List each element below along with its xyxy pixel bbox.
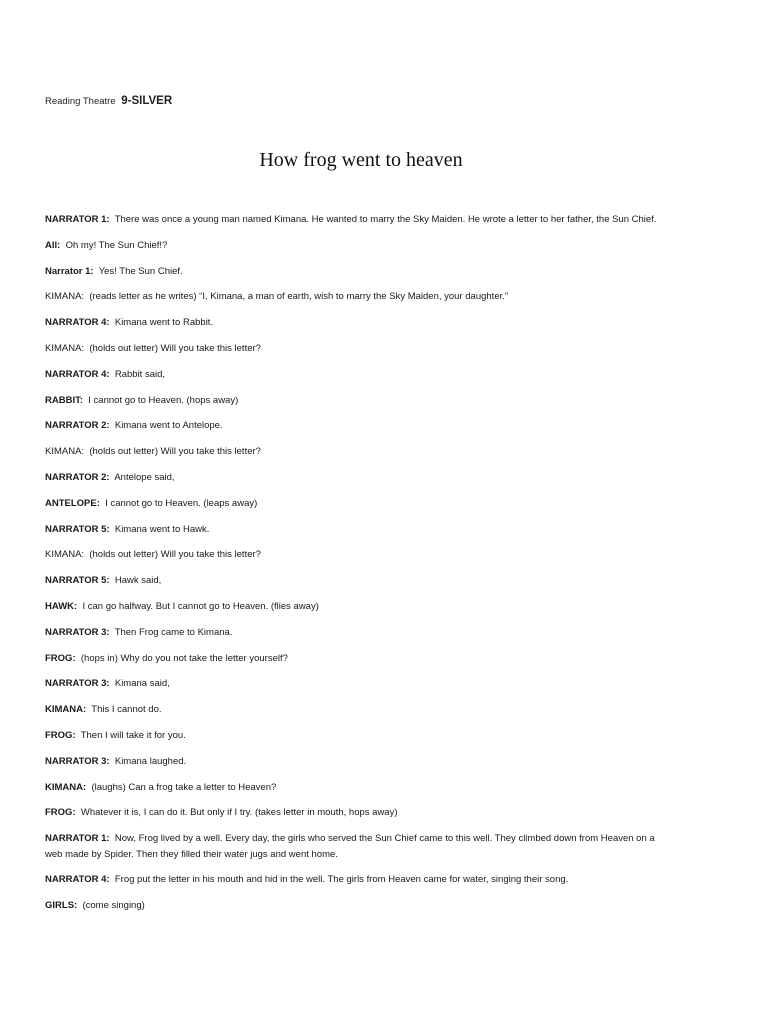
- speaker-label: ANTELOPE:: [45, 497, 100, 509]
- speaker-label: FROG:: [45, 729, 76, 741]
- script-line: [45, 728, 670, 744]
- dialogue-text: I can go halfway. But I cannot go to Heaven. (flies away): [82, 600, 319, 612]
- script-line: [45, 522, 670, 538]
- dialogue-text: (laughs) Can a frog take a letter to Heaven?: [91, 781, 277, 793]
- dialogue-text: Kimana went to Hawk.: [114, 523, 210, 535]
- dialogue-text: (hops in) Why do you not take the letter yourself?: [80, 652, 288, 664]
- script-line: [45, 898, 670, 914]
- document-header: [45, 95, 172, 107]
- dialogue-text: Kimana went to Rabbit.: [114, 317, 214, 329]
- dialogue-text: Then Frog came to Kimana.: [114, 626, 233, 638]
- speaker-label: FROG:: [45, 807, 76, 819]
- speaker-label: KIMANA:: [45, 342, 85, 354]
- speaker-label: NARRATOR 4:: [45, 874, 110, 886]
- dialogue-text: There was once a young man named Kimana. He wanted to marry the Sky Maiden. He wrote a letter to her father, the Sun Chief.: [114, 214, 657, 225]
- speaker-label: HAWK:: [45, 600, 78, 612]
- dialogue-text: This I cannot do.: [91, 704, 162, 716]
- script-line: [45, 547, 670, 563]
- script-line: [45, 444, 670, 460]
- dialogue-text: (holds out letter) Will you take this letter?: [89, 342, 261, 354]
- script-line: [45, 393, 670, 409]
- dialogue-text: Hawk said,: [114, 575, 162, 587]
- speaker-label: NARRATOR 4:: [45, 317, 110, 329]
- script-line: [45, 651, 670, 667]
- speaker-label: RABBIT:: [45, 394, 83, 406]
- speaker-label: NARRATOR 1:: [45, 833, 110, 845]
- speaker-label: FROG:: [45, 652, 76, 664]
- script-line: [45, 470, 670, 486]
- speaker-label: KIMANA:: [45, 704, 87, 716]
- script-line: [45, 831, 670, 862]
- script-line: [45, 754, 670, 770]
- dialogue-text: Yes! The Sun Chief.: [98, 265, 183, 277]
- speaker-label: NARRATOR 4:: [45, 368, 110, 380]
- script-line: [45, 872, 670, 888]
- dialogue-text: I cannot go to Heaven. (leaps away): [105, 497, 258, 509]
- script-line: [45, 264, 670, 280]
- speaker-label: NARRATOR 1:: [45, 214, 110, 225]
- script-line: [45, 676, 670, 692]
- script-line: [45, 315, 670, 331]
- script-line: [45, 780, 670, 796]
- dialogue-text: (come singing): [82, 900, 145, 912]
- script-line: [45, 212, 670, 228]
- dialogue-text: Then I will take it for you.: [80, 729, 186, 741]
- speaker-label: NARRATOR 5:: [45, 575, 110, 587]
- script-body: [45, 212, 670, 924]
- speaker-label: NARRATOR 5:: [45, 523, 110, 535]
- speaker-label: KIMANA:: [45, 291, 85, 303]
- script-line: [45, 238, 670, 254]
- dialogue-text: Kimana laughed.: [114, 755, 187, 767]
- dialogue-text: Kimana went to Antelope.: [114, 420, 223, 432]
- page-title: How frog went to heaven: [259, 149, 463, 171]
- speaker-label: NARRATOR 2:: [45, 420, 110, 432]
- dialogue-text: Kimana said,: [114, 678, 170, 690]
- speaker-label: KIMANA:: [45, 446, 85, 458]
- script-line: [45, 805, 670, 821]
- speaker-label: NARRATOR 3:: [45, 626, 110, 638]
- dialogue-text: Frog put the letter in his mouth and hid in the well. The girls from Heaven came for water, singing their song.: [114, 874, 569, 886]
- script-line: [45, 289, 670, 305]
- script-line: [45, 367, 670, 383]
- script-line: [45, 625, 670, 641]
- dialogue-text: (holds out letter) Will you take this letter?: [89, 446, 261, 458]
- script-line: [45, 496, 670, 512]
- dialogue-text: Rabbit said,: [114, 368, 166, 380]
- program-label: Reading Theatre: [45, 96, 116, 107]
- speaker-label: NARRATOR 3:: [45, 755, 110, 767]
- speaker-label: All:: [45, 239, 61, 251]
- script-line: [45, 341, 670, 357]
- script-line: [45, 702, 670, 718]
- dialogue-text: Whatever it is, I can do it. But only if I try. (takes letter in mouth, hops away): [80, 807, 398, 819]
- script-line: [45, 573, 670, 589]
- script-line: [45, 418, 670, 434]
- speaker-label: NARRATOR 3:: [45, 678, 110, 690]
- dialogue-text: Now, Frog lived by a well. Every day, the girls who served the Sun Chief came to this well. They climbed down from Heaven on a web made by Spider. Then they filled their water jugs and went home.: [45, 833, 655, 860]
- speaker-label: NARRATOR 2:: [45, 471, 110, 483]
- dialogue-text: (holds out letter) Will you take this letter?: [89, 549, 261, 561]
- dialogue-text: I cannot go to Heaven. (hops away): [88, 394, 239, 406]
- dialogue-text: (reads letter as he writes) “I, Kimana, a man of earth, wish to marry the Sky Maiden, your daughter.”: [89, 291, 509, 303]
- speaker-label: KIMANA:: [45, 781, 87, 793]
- level-label: 9-SILVER: [121, 95, 173, 107]
- dialogue-text: Antelope said,: [114, 471, 175, 483]
- speaker-label: GIRLS:: [45, 900, 78, 912]
- speaker-label: Narrator 1:: [45, 265, 94, 277]
- script-line: [45, 599, 670, 615]
- dialogue-text: Oh my! The Sun Chief!?: [65, 239, 168, 251]
- speaker-label: KIMANA:: [45, 549, 85, 561]
